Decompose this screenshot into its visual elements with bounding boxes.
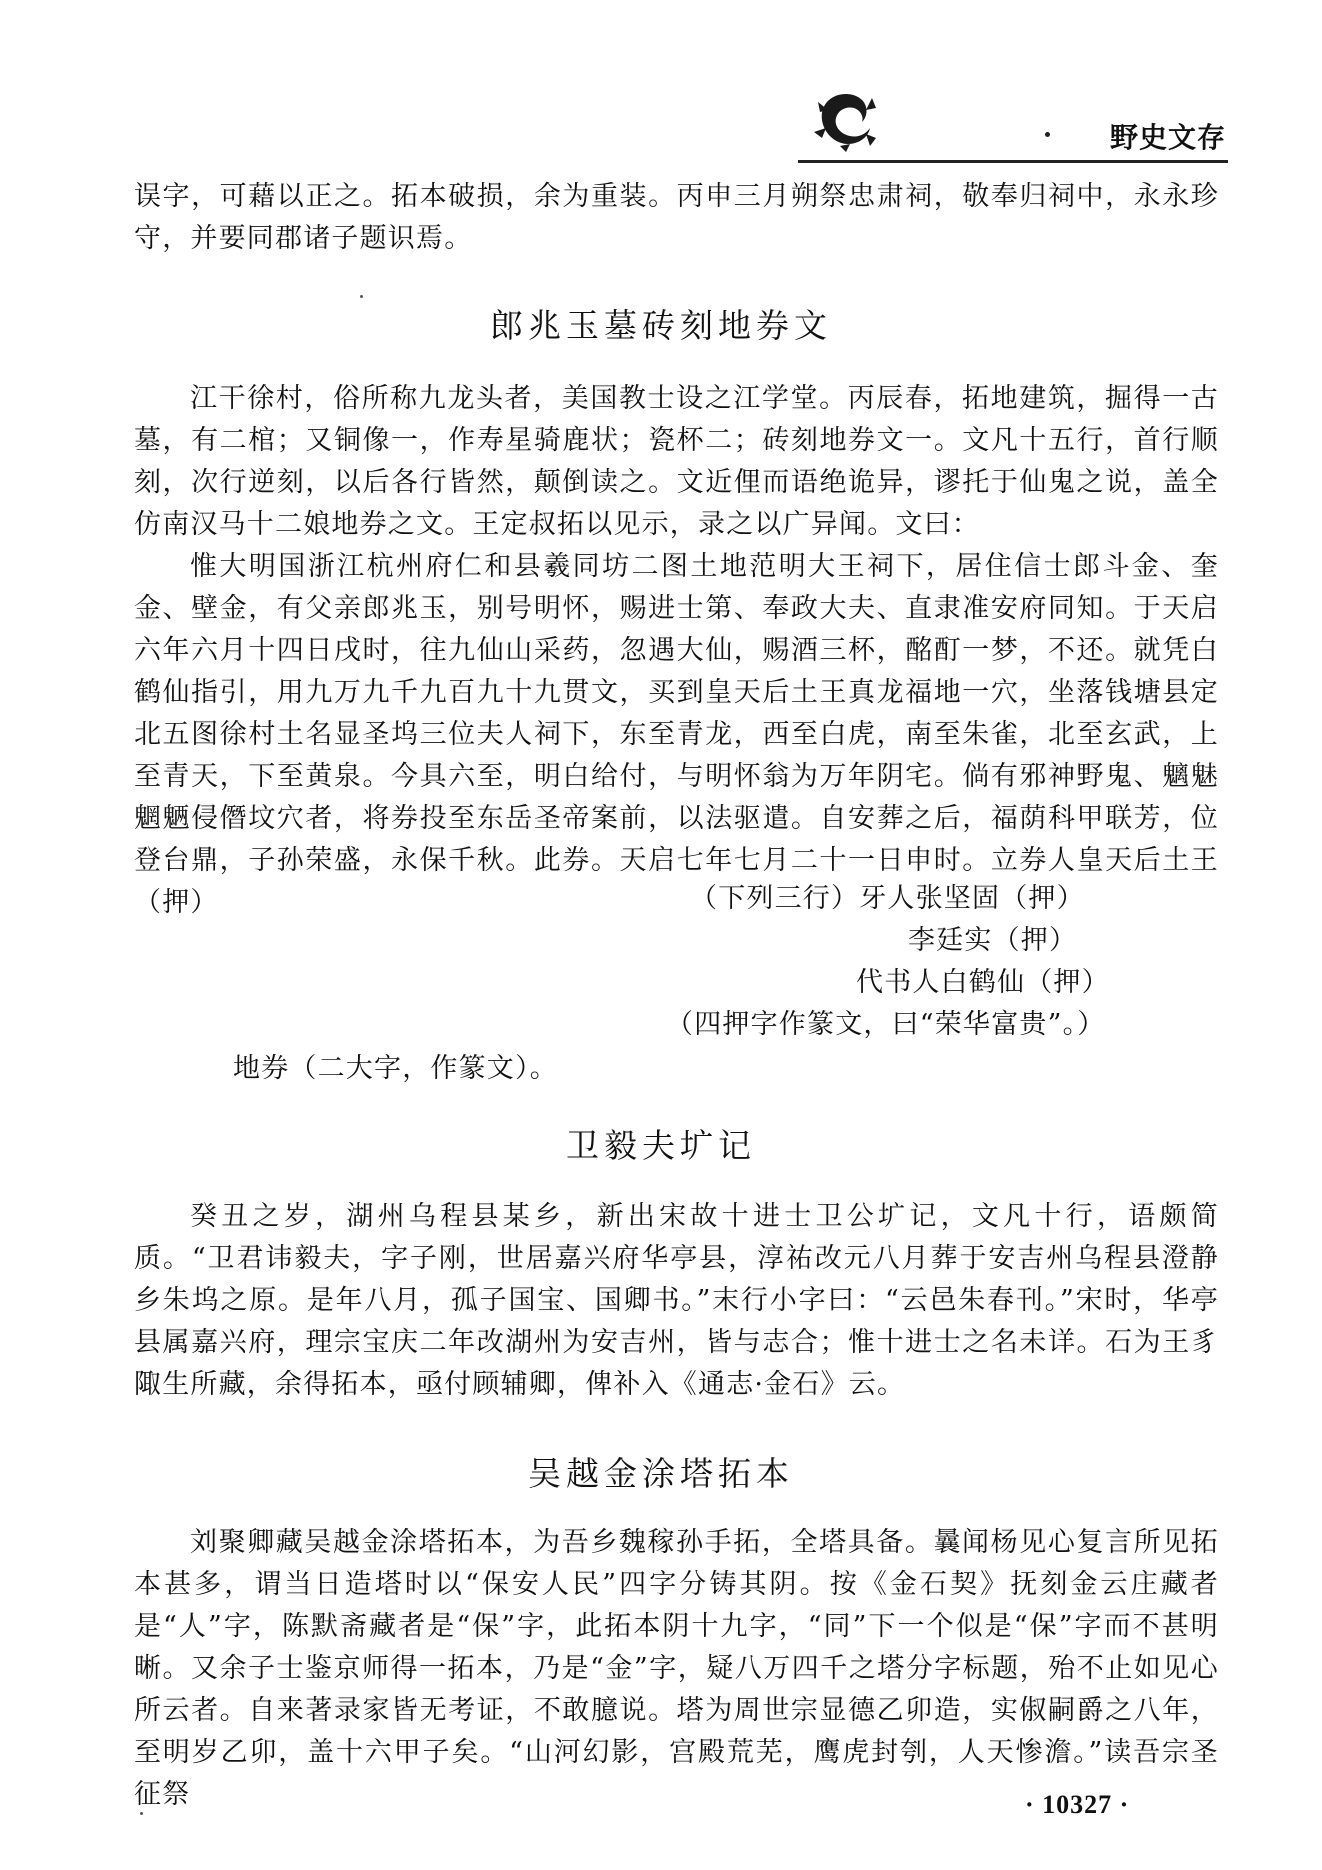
- scan-speck: [360, 295, 363, 298]
- header-rule: [798, 160, 1228, 163]
- signature-line-3: 代书人白鹤仙（押）: [856, 967, 1110, 998]
- signature-line-1: （下列三行）牙人张坚固（押）: [690, 883, 1085, 914]
- section3-body: [134, 1522, 1219, 1816]
- intro-text: 误字，可藉以正之。拓本破损，余为重装。丙申三月朔祭忠肃祠，敬奉归祠中，永永珍守，并要同郡诸子题识焉。: [134, 181, 1219, 254]
- intro-paragraph: [134, 176, 1219, 260]
- page-number: · 10327 ·: [1025, 1790, 1130, 1819]
- section2-paragraph-1: 癸丑之岁，湖州乌程县某乡，新出宋故十进士卫公圹记，文凡十行，语颇简质。“卫君讳毅夫，字子刚，世居嘉兴府华亭县，淳祐改元八月葬于安吉州乌程县澄静乡朱坞之原。是年八月，孤子国宝、国卿书。”末行小字曰：“云邑朱春刊。”宋时，华亭县属嘉兴府，理宗宝庆二年改湖州为安吉州，皆与志合；惟十进士之名未详。石为王豸陬生所藏，余得拓本，亟付顾辅卿，俾补入《通志·金石》云。: [134, 1201, 1219, 1400]
- signature-line-2: 李廷实（押）: [908, 925, 1078, 956]
- section3-paragraph-1: 刘聚卿藏吴越金涂塔拓本，为吾乡魏稼孙手拓，全塔具备。曩闻杨见心复言所见拓本甚多，谓当日造塔时以“保安人民”四字分铸其阴。按《金石契》抚刻金云庄藏者是“人”字，陈默斋藏者是“保”字，此拓本阴十九字，“同”下一个似是“保”字而不甚明晰。又余子士鉴京师得一拓本，乃是“金”字，疑八万四千之塔分字标题，殆不止如见心所云者。自来著录家皆无考证，不敢臆说。塔为周世宗显德乙卯造，实俶嗣爵之八年，至明岁乙卯，盖十六甲子矣。“山河幻影，宫殿荒芜，鹰虎封刳，人天惨澹。”读吾宗圣征祭: [134, 1527, 1219, 1810]
- dragon-emblem-icon: [810, 88, 882, 152]
- section1-note: 地券（二大字，作篆文）。: [233, 1053, 558, 1084]
- section1-body: [134, 378, 1219, 924]
- header-bullet: [1045, 132, 1050, 137]
- signature-note: （四押字作篆文，曰“荣华富贵”。）: [666, 1009, 1106, 1040]
- section1-paragraph-2: 惟大明国浙江杭州府仁和县羲同坊二图土地范明大王祠下，居住信士郎斗金、奎金、壁金，有父亲郎兆玉，别号明怀，赐进士第、奉政大夫、直隶准安府同知。于天启六年六月十四日戌时，往九仙山采药，忽遇大仙，赐酒三杯，酩酊一梦，不还。就凭白鹤仙指引，用九万九千九百九十九贯文，买到皇天后土王真龙福地一穴，坐落钱塘县定北五图徐村土名显圣坞三位夫人祠下，东至青龙，西至白虎，南至朱雀，北至玄武，上至青天，下至黄泉。今具六至，明白给付，与明怀翁为万年阴宅。倘有邪神野鬼、魑魅魍魉侵僭坟穴者，将券投至东岳圣帝案前，以法驱遣。自安葬之后，福荫科甲联芳，位登台鼎，子孙荣盛，永保千秋。此券。天启七年七月二十一日申时。立券人皇天后土王（押）: [134, 551, 1219, 918]
- section-title-3: 吴越金涂塔拓本: [528, 1454, 794, 1493]
- scan-speck: [140, 1812, 143, 1815]
- section1-paragraph-1: 江干徐村，俗所称九龙头者，美国教士设之江学堂。丙辰春，拓地建筑，掘得一古墓，有二棺；又铜像一，作寿星骑鹿状；瓷杯二；砖刻地券文一。文凡十五行，首行顺刻，次行逆刻，以后各行皆然，颠倒读之。文近俚而语绝诡异，谬托于仙鬼之说，盖全仿南汉马十二娘地券之文。王定叔拓以见示，录之以广异闻。文曰：: [134, 383, 1219, 540]
- header-title: 野史文存: [1110, 121, 1227, 154]
- section-title-1: 郎兆玉墓砖刻地券文: [490, 306, 832, 345]
- section2-body: [134, 1196, 1219, 1406]
- section-title-2: 卫毅夫圹记: [566, 1126, 756, 1165]
